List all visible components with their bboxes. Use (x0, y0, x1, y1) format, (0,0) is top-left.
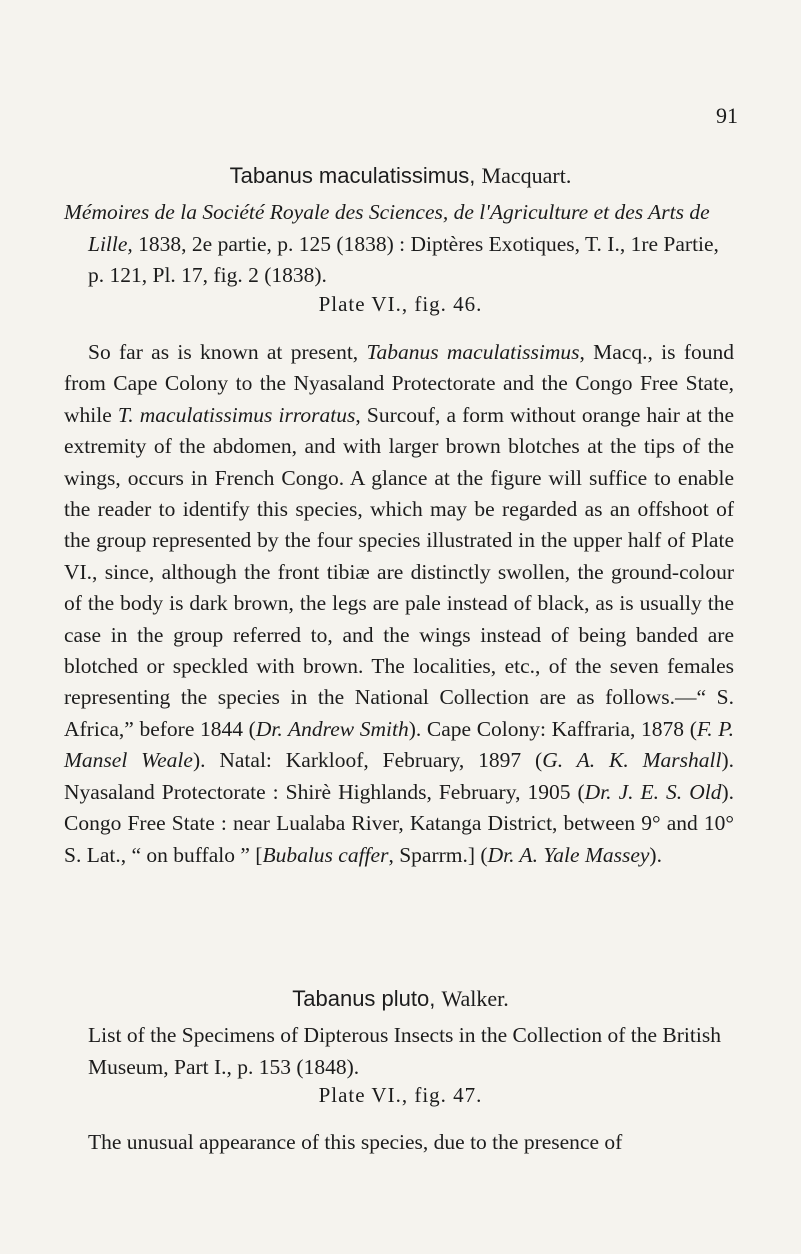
plate-reference: Plate VI., fig. 46. (318, 292, 483, 316)
text-run: ). (649, 842, 662, 867)
body-paragraph-2 (64, 1127, 734, 1158)
bibliographic-reference-2: List of the Specimens of Dipterous Insects in the Collection of the British Museum, Part I., p. 153 (1848). (88, 1023, 721, 1079)
page-number: 91 (716, 103, 738, 128)
body-paragraph (64, 337, 734, 871)
italic-run: F. P. Mansel Weale (64, 716, 734, 773)
italic-run: Dr. A. Yale Massey (487, 842, 650, 867)
plate-reference-2: Plate VI., fig. 47. (318, 1083, 483, 1107)
text-run: ). Congo Free State : near Lualaba River, Katanga District, between 9° and 10° S. Lat., “ on buffalo ” [ (64, 779, 735, 867)
italic-run: Dr. J. E. S. Old (584, 779, 722, 804)
italic-run: Dr. Andrew Smith (255, 716, 409, 741)
species-author: Macquart. (481, 163, 572, 188)
text-run: ). Nyasaland Protectorate : Shirè Highlands, February, 1905 ( (64, 748, 734, 804)
italic-run: T. maculatissimus irroratus (117, 402, 356, 427)
text-run: , Surcouf, a form without orange hair at the extremity of the abdomen, and with larger brown blotches at the tips of the wings, occurs in French Congo. A glance at the figure will suffice to enable the reader to identify this species, which may be regarded as an offshoot of the group represented by the four species illustrated in the upper half of Plate VI., since, although the front tibiæ are distinctly swollen, the ground-colour of the body is dark brown, the legs are pale instead of black, as is usually the case in the group referred to, and the wings instead of being banded are blotched or speckled with brown. The localities, etc., of the seven females representing the species in the National Collection are as follows.—“ S. Africa,” before 1844 ( (64, 402, 734, 741)
text-run: ). Cape Colony: Kaffraria, 1878 ( (408, 716, 697, 741)
italic-run: G. A. K. Marshall (542, 748, 722, 773)
text-run: , Sparrm.] ( (388, 842, 488, 867)
text-run: , Macq., is found from Cape Colony to the Nyasaland Protectorate and the Congo Free State, while (64, 340, 734, 427)
italic-run: Bubalus caffer (262, 842, 389, 867)
text-run: So far as is known at present, (88, 340, 367, 364)
species-author: Walker. (441, 986, 509, 1011)
species-name: Tabanus maculatissimus, (229, 163, 476, 188)
ref-title: Mémoires de la Société Royale des Sciences, de l'Agriculture et des Arts de Lille, (64, 200, 710, 256)
paragraph-text-2: The unusual appearance of this species, due to the presence of (88, 1130, 623, 1154)
species-heading-maculatissimus (0, 163, 801, 189)
text-run: ). Natal: Karkloof, February, 1897 ( (192, 748, 543, 773)
bibliographic-reference (64, 197, 734, 292)
species-heading-pluto (0, 986, 801, 1012)
ref-details: 1838, 2e partie, p. 125 (1838) : Diptères Exotiques, T. I., 1re Partie, p. 121, Pl. 17, fig. 2 (1838). (88, 231, 719, 287)
italic-run: Tabanus maculatissimus (366, 340, 580, 364)
paragraph-text (64, 337, 734, 871)
species-name: Tabanus pluto, (292, 986, 436, 1011)
